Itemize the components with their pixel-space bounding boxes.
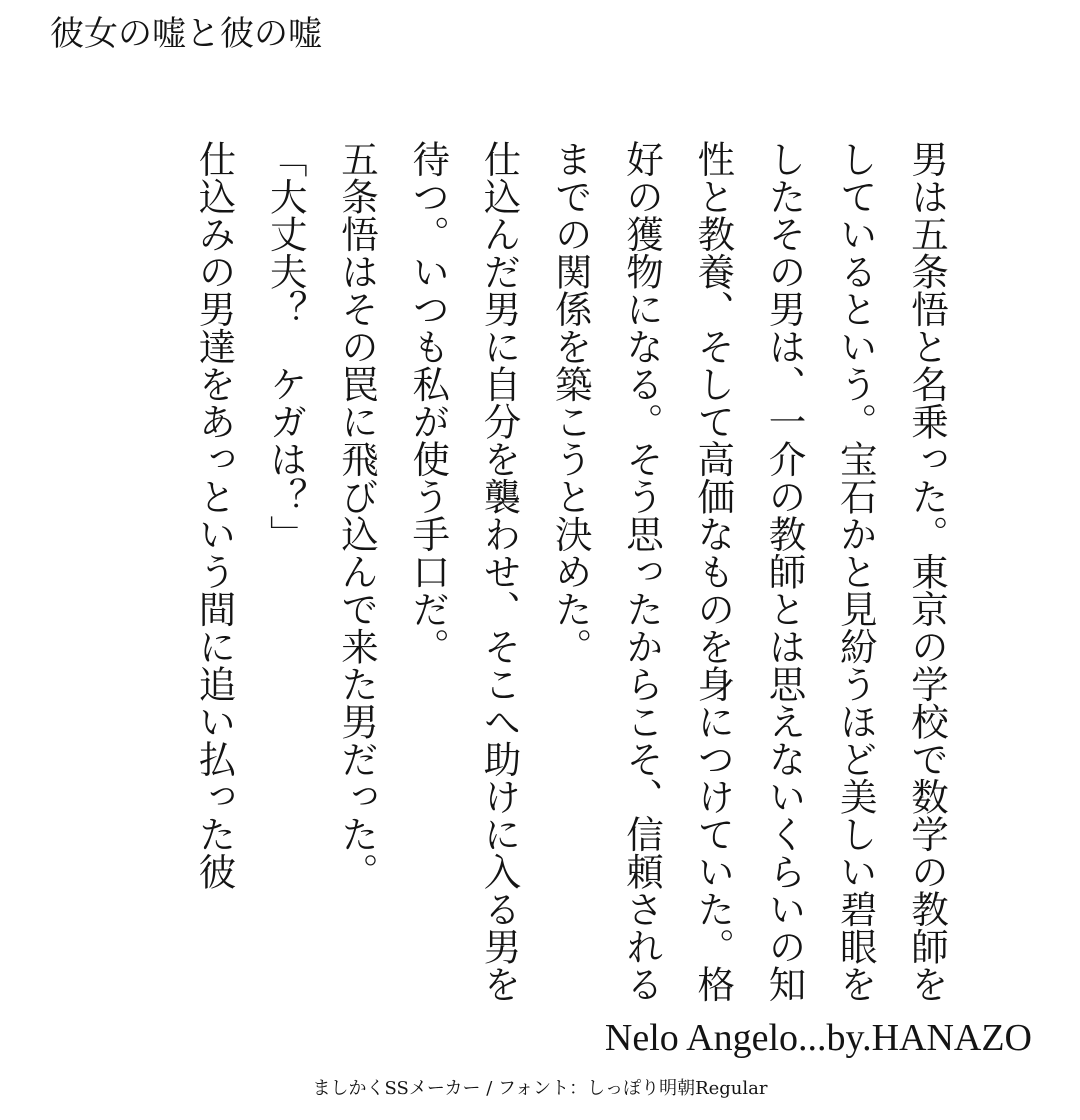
paragraph: 五条悟はその罠に飛び込んで来た男だった。: [335, 140, 379, 890]
footer-credit: ましかくSSメーカー / フォント：しっぽり明朝Regular: [312, 1078, 768, 1099]
story-title: 彼女の嘘と彼の嘘: [50, 14, 322, 54]
paragraph: 仕込みの男達をあっという間に追い払った彼: [192, 140, 237, 890]
paragraph: 「大丈夫？ ケガは？」: [263, 140, 308, 553]
story-body: [178, 140, 962, 1020]
paragraph: 仕込んだ男に自分を襲わせ、そこへ助けに入る男を待つ。いつも私が使う手口だ。: [406, 140, 522, 1003]
author-credit: Nelo Angelo...by.HANAZO: [604, 1017, 1032, 1059]
paragraph: 男は五条悟と名乗った。東京の学校で数学の教師をしているという。宝石かと見紛うほど美しい碧眼をしたその男は、一介の教師とは思えないくらいの知性と教養、そして高価なものを身につけていた。格好の獲物になる。そう思ったからこそ、信頼されるまでの関係を築こうと決めた。: [548, 140, 949, 1003]
